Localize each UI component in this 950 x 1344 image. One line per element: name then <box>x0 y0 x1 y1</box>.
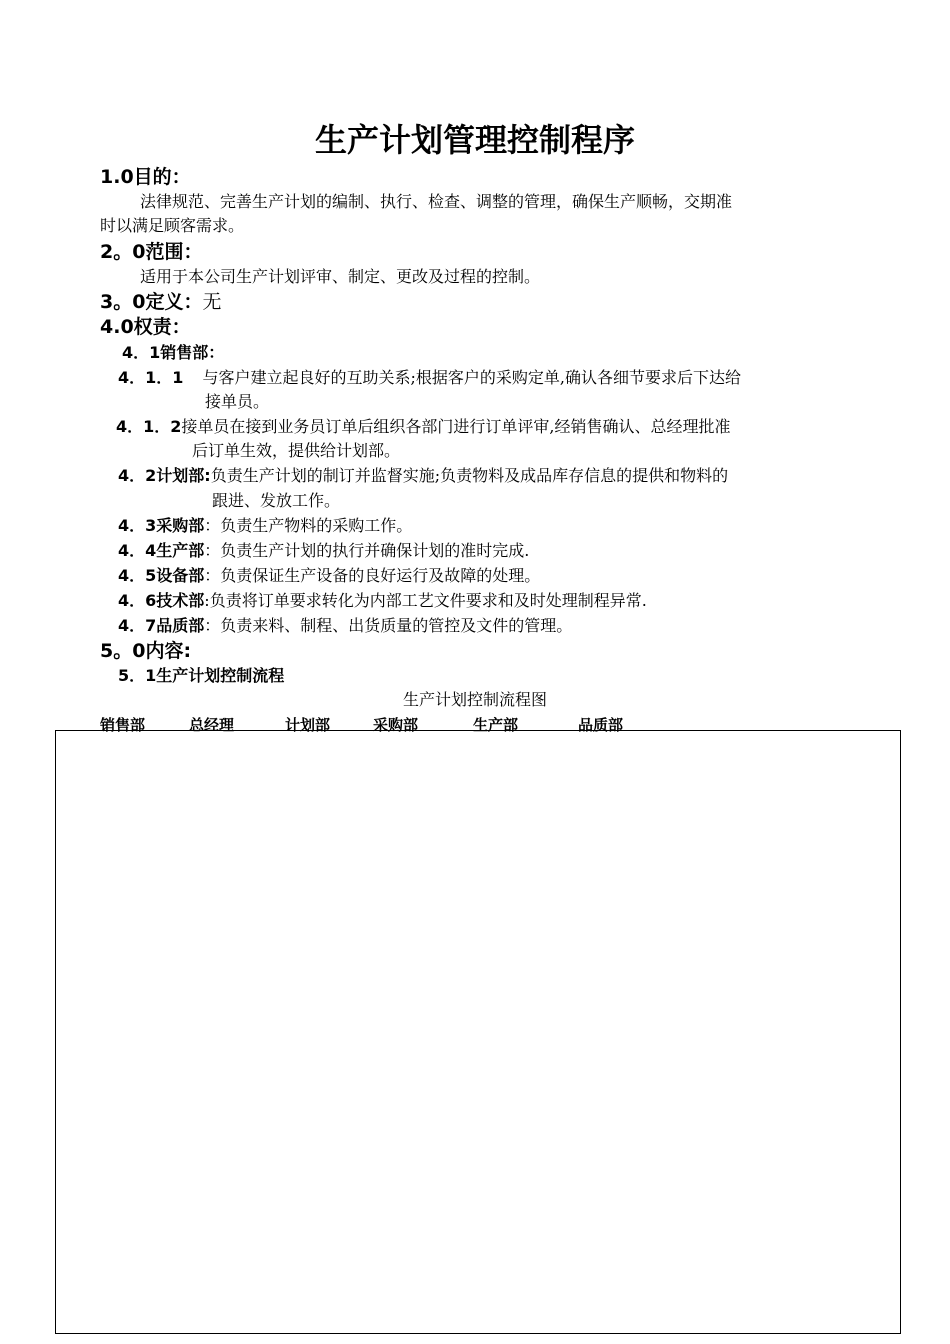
item-4-4-number: 4．4 <box>118 541 157 560</box>
item-4-5 <box>118 565 540 587</box>
item-4-1-2-line2: 后订单生效，提供给计划部。 <box>192 441 401 460</box>
item-4-2-label: 计划部: <box>156 466 211 485</box>
item-4-1-number: 4．1 <box>122 343 161 362</box>
item-4-3-label: 采购部 <box>156 516 205 535</box>
item-4-1-2-line1 <box>116 416 731 438</box>
item-4-7-text: ：负责来料、制程、出货质量的管控及文件的管理。 <box>204 616 573 635</box>
item-4-1-1-number: 4．1．1 <box>118 368 184 387</box>
item-4-3-text: ：负责生产物料的采购工作。 <box>204 516 413 535</box>
item-4-1-1-line1 <box>118 367 741 389</box>
section-3-value: 无 <box>202 291 222 313</box>
section-1-heading: 1.0目的： <box>100 166 191 188</box>
item-4-5-text: ：负责保证生产设备的良好运行及故障的处理。 <box>204 566 541 585</box>
section-2-heading: 2。0范围： <box>100 241 203 263</box>
item-4-1 <box>122 342 224 364</box>
item-4-6-number: 4．6 <box>118 591 157 610</box>
item-4-6-text: :负责将订单要求转化为内部工艺文件要求和及时处理制程异常. <box>204 591 647 610</box>
item-4-2-line1 <box>118 465 728 487</box>
lane-header-production: 生产部 <box>473 716 519 734</box>
item-4-1-2-number: 4．1．2 <box>116 417 182 436</box>
item-4-7-label: 品质部 <box>156 616 205 635</box>
item-5-1-number: 5．1 <box>118 666 157 685</box>
item-4-4 <box>118 540 529 562</box>
section-2-body: 适用于本公司生产计划评审、制定、更改及过程的控制。 <box>140 267 541 286</box>
item-4-5-label: 设备部 <box>156 566 205 585</box>
item-5-1-label: 生产计划控制流程 <box>156 666 285 685</box>
item-4-1-label: 销售部： <box>160 343 225 362</box>
lane-header-quality: 品质部 <box>578 716 624 734</box>
item-4-2-number: 4．2 <box>118 466 157 485</box>
item-5-1 <box>118 665 284 687</box>
item-4-2-line2: 跟进、发放工作。 <box>212 491 341 510</box>
flowchart-title: 生产计划控制流程图 <box>402 690 547 709</box>
section-1-body-line1: 法律规范、完善生产计划的编制、执行、检查、调整的管理，确保生产顺畅，交期准 <box>140 192 733 211</box>
document-title: 生产计划管理控制程序 <box>314 121 635 159</box>
lane-header-purchasing: 采购部 <box>373 716 419 734</box>
item-4-1-1-line2: 接单员。 <box>205 392 270 411</box>
item-4-4-label: 生产部 <box>156 541 205 560</box>
item-4-6-label: 技术部 <box>156 591 205 610</box>
item-4-7 <box>118 615 572 637</box>
section-5-heading: 5。0内容: <box>100 640 192 662</box>
lane-header-planning: 计划部 <box>285 716 331 734</box>
section-1-body-line2: 时以满足顾客需求。 <box>100 216 245 235</box>
section-3-heading <box>100 291 221 313</box>
item-4-2-text: 负责生产计划的制订并监督实施;负责物料及成品库存信息的提供和物料的 <box>210 466 729 485</box>
item-4-5-number: 4．5 <box>118 566 157 585</box>
item-4-1-1-text: 与客户建立起良好的互助关系;根据客户的采购定单,确认各细节要求后下达给 <box>202 368 741 387</box>
item-4-4-text: ：负责生产计划的执行并确保计划的准时完成. <box>204 541 530 560</box>
lane-header-sales: 销售部 <box>100 716 146 734</box>
item-4-3 <box>118 515 412 537</box>
flowchart-frame <box>55 730 901 1334</box>
item-4-7-number: 4．7 <box>118 616 157 635</box>
section-3-label: 3。0定义： <box>100 291 203 313</box>
lane-header-general-manager: 总经理 <box>189 716 235 734</box>
item-4-3-number: 4．3 <box>118 516 157 535</box>
item-4-6 <box>118 590 647 612</box>
item-4-1-2-text: 接单员在接到业务员订单后组织各部门进行订单评审,经销售确认、总经理批准 <box>181 417 731 436</box>
section-4-heading: 4.0权责： <box>100 316 191 338</box>
